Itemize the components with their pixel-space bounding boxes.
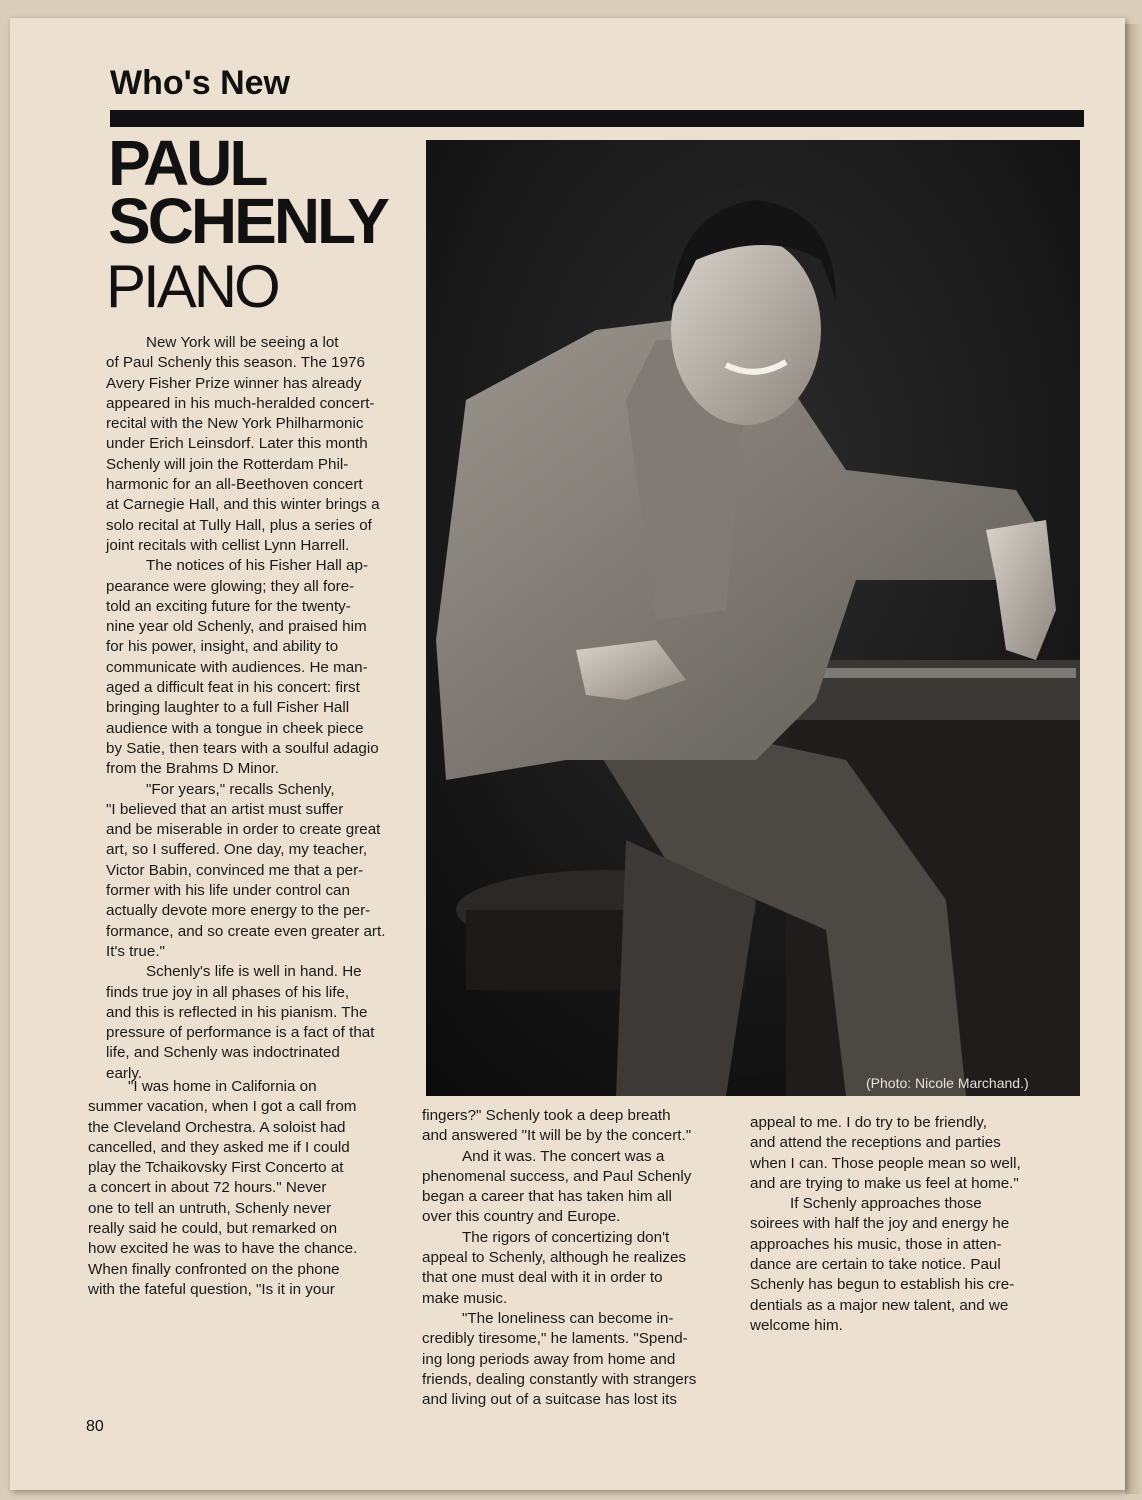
col2-line: fingers?" Schenly took a deep breath	[422, 1107, 671, 1124]
col3-line: and are trying to make us feel at home."	[750, 1174, 1019, 1192]
artist-last-name: SCHENLY	[108, 185, 387, 257]
col1-line: for his power, insight, and ability to	[106, 638, 339, 656]
col1-line: solo recital at Tully Hall, plus a series of	[106, 516, 372, 534]
col1-line: nine year old Schenly, and praised him	[106, 618, 367, 636]
col1-line: actually devote more energy to the per-	[106, 902, 371, 920]
artist-name	[108, 127, 438, 257]
col1-line: from the Brahms D Minor.	[106, 760, 280, 778]
col1-line: by Satie, then tears with a soulful adagio	[106, 739, 379, 757]
col3-line: appeal to me. I do try to be friendly,	[750, 1114, 987, 1131]
col1-line: told an exciting future for the twenty-	[106, 597, 351, 615]
page-edge	[1125, 24, 1142, 1494]
col3-line: dance are certain to take notice. Paul	[750, 1256, 1001, 1274]
col3-line: Schenly has begun to establish his cre-	[750, 1276, 1015, 1294]
col2-line: friends, dealing constantly with strangers	[422, 1370, 697, 1388]
col1-line: and be miserable in order to create great	[106, 821, 381, 839]
col2-line: and living out of a suitcase has lost its	[422, 1391, 677, 1409]
article-column-1-continued	[88, 1077, 394, 1300]
col1-line: of Paul Schenly this season. The 1976	[106, 354, 365, 372]
photo-illustration	[426, 140, 1080, 1096]
col1-line: pressure of performance is a fact of that	[106, 1024, 375, 1042]
article-column-1	[106, 333, 406, 1084]
col1b-line: When finally confronted on the phone	[88, 1260, 340, 1278]
col1-line: life, and Schenly was indoctrinated	[106, 1044, 340, 1062]
col1-line: finds true joy in all phases of his life,	[106, 983, 350, 1001]
col1b-line: summer vacation, when I got a call from	[88, 1098, 357, 1116]
col3-line: when I can. Those people mean so well,	[750, 1154, 1021, 1172]
col3-line: welcome him.	[750, 1316, 843, 1334]
col1-line: Schenly's life is well in hand. He	[146, 963, 362, 981]
col1-line: "I believed that an artist must suffer	[106, 800, 344, 818]
col1b-line: "I was home in California on	[128, 1078, 317, 1095]
col1-line: Schenly will join the Rotterdam Phil-	[106, 455, 349, 473]
col1-line: early.	[106, 1064, 143, 1082]
col2-line: "The loneliness can become in-	[462, 1309, 674, 1327]
col2-line: credibly tiresome," he laments. "Spend-	[422, 1330, 688, 1348]
col1b-line: with the fateful question, "Is it in your	[88, 1280, 335, 1298]
col1-line: harmonic for an all-Beethoven concert	[106, 476, 363, 494]
col1-line: and this is reflected in his pianism. The	[106, 1003, 368, 1021]
col1-line: recital with the New York Philharmonic	[106, 415, 364, 433]
col3-line: dentials as a major new talent, and we	[750, 1296, 1009, 1314]
artist-instrument: PIANO	[106, 253, 278, 320]
artist-photo	[426, 140, 1080, 1096]
article-column-2	[422, 1106, 722, 1410]
col1-line: pearance were glowing; they all fore-	[106, 577, 355, 595]
col2-line: appeal to Schenly, although he realizes	[422, 1249, 686, 1267]
col1b-line: the Cleveland Orchestra. A soloist had	[88, 1118, 346, 1136]
col1b-line: a concert in about 72 hours." Never	[88, 1179, 327, 1197]
col1-line: communicate with audiences. He man-	[106, 658, 368, 676]
col3-line: and attend the receptions and parties	[750, 1134, 1001, 1152]
col1-line: appeared in his much-heralded concert-	[106, 394, 375, 412]
col3-line: If Schenly approaches those	[790, 1195, 982, 1213]
col3-line: approaches his music, those in atten-	[750, 1235, 1002, 1253]
col2-line: The rigors of concertizing don't	[462, 1228, 670, 1246]
col1-line: It's true."	[106, 942, 165, 960]
col3-line: soirees with half the joy and energy he	[750, 1215, 1010, 1233]
col1-line: Avery Fisher Prize winner has already	[106, 374, 362, 392]
article-column-3	[750, 1113, 1050, 1336]
col1b-line: play the Tchaikovsky First Concerto at	[88, 1159, 344, 1177]
col1-line: audience with a tongue in cheek piece	[106, 719, 364, 737]
col1-line: Victor Babin, convinced me that a per-	[106, 861, 364, 879]
col2-line: over this country and Europe.	[422, 1208, 621, 1226]
col1-line: at Carnegie Hall, and this winter brings a	[106, 496, 380, 514]
col1b-line: how excited he was to have the chance.	[88, 1240, 358, 1258]
col1-line: "For years," recalls Schenly,	[146, 780, 335, 798]
col1-line: under Erich Leinsdorf. Later this month	[106, 435, 368, 453]
col1-line: New York will be seeing a lot	[146, 334, 339, 351]
col2-line: phenomenal success, and Paul Schenly	[422, 1167, 692, 1185]
col2-line: and answered "It will be by the concert."	[422, 1127, 692, 1145]
section-heading: Who's New	[110, 64, 290, 102]
col1-line: bringing laughter to a full Fisher Hall	[106, 699, 350, 717]
col2-line: make music.	[422, 1289, 508, 1307]
col1-line: The notices of his Fisher Hall ap-	[146, 557, 368, 575]
col1b-line: really said he could, but remarked on	[88, 1220, 338, 1238]
col1b-line: cancelled, and they asked me if I could	[88, 1138, 350, 1156]
col2-line: that one must deal with it in order to	[422, 1269, 663, 1287]
col1-line: art, so I suffered. One day, my teacher,	[106, 841, 368, 859]
photo-credit: (Photo: Nicole Marchand.)	[866, 1075, 1029, 1091]
col2-line: And it was. The concert was a	[462, 1147, 665, 1165]
col1b-line: one to tell an untruth, Schenly never	[88, 1199, 332, 1217]
artist-first-name: PAUL	[108, 127, 266, 199]
col2-line: began a career that has taken him all	[422, 1188, 672, 1206]
page-number: 80	[86, 1418, 104, 1435]
heading-rule	[110, 110, 1084, 127]
col1-line: formance, and so create even greater art.	[106, 922, 386, 940]
col1-line: joint recitals with cellist Lynn Harrell.	[106, 536, 350, 554]
col2-line: ing long periods away from home and	[422, 1350, 676, 1368]
col1-line: former with his life under control can	[106, 882, 350, 900]
col1-line: aged a difficult feat in his concert: first	[106, 679, 360, 697]
